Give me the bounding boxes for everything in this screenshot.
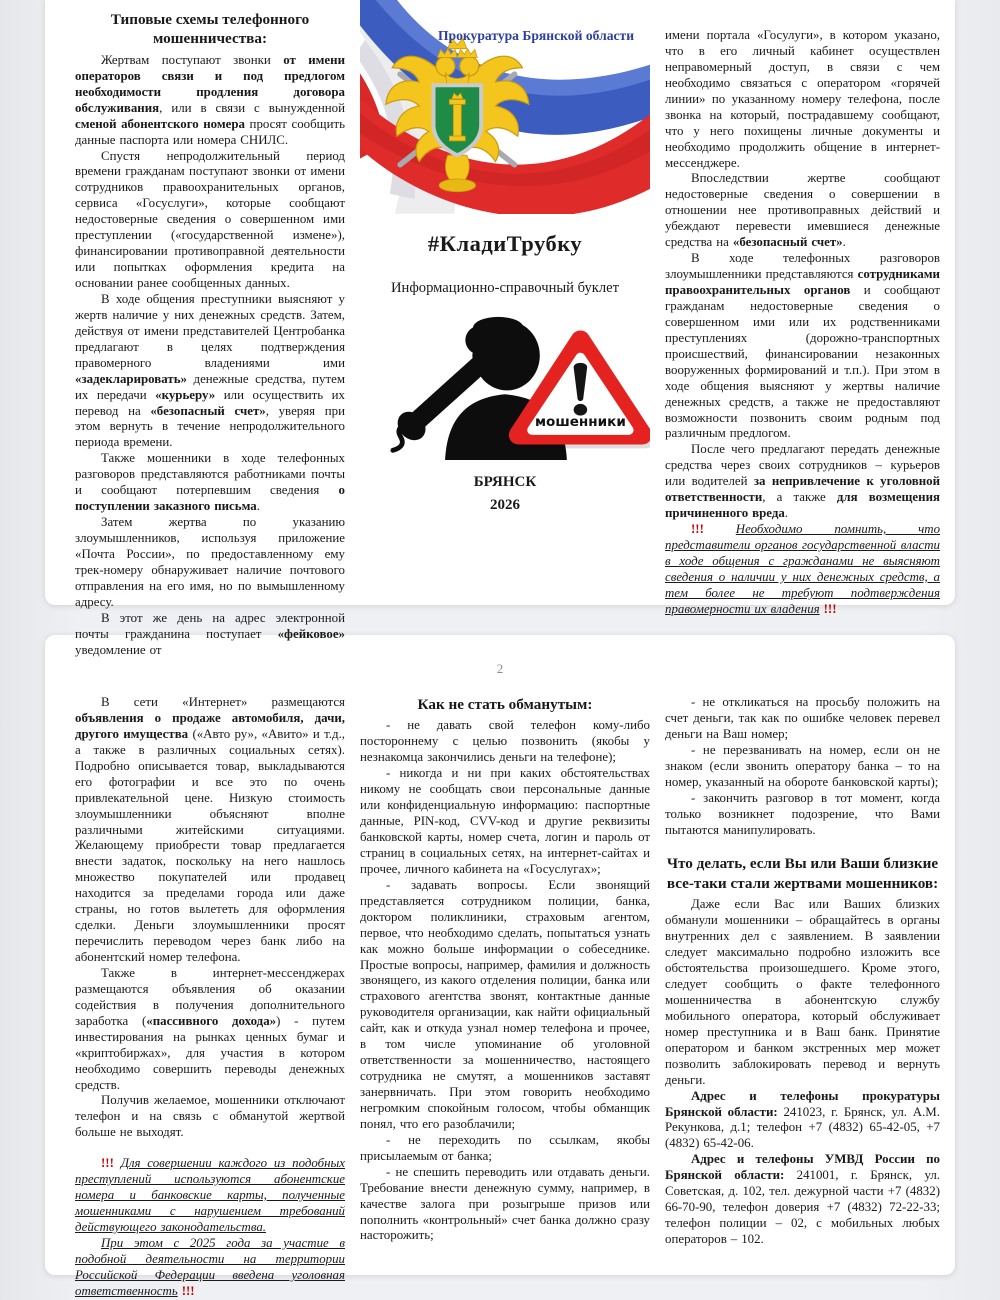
paragraph: - задавать вопросы. Если звонящий представляется сотрудником полиции, банка, доктором поликлиники, страховым агентом, первое, что необходимо сделать, попытаться узнать как можно больше информации о собеседнике. Простые вопросы, например, фамилия и должность звонящего, из какого отделения полиции, банка или страхового агентства звонят, контактные данные руководителя организации, как найти официальный сайт, как и откуда узнал номер телефона и прочее, в том числе упоминание об уголовной ответственности за мошенничество, настоящего сотрудника не смутят, а мошенников заставят занервничать. При этом говорить необходимо негромким спокойным голосом, чтобы обманщик понял, что его разоблачили; [360, 877, 650, 1131]
booklet-page-1 [45, 0, 955, 657]
paragraph: В ходе телефонных разговоров злоумышленники представляются сотрудниками правоохранительных органов и сообщают гражданам недостоверные сведения о совершенном ими или их родственниками преступлениях (дорожно-транспортных происшествий, финансировании незаконных вооруженных формирований и т.п.). При этом в ходе общения выясняют у жертвы наличие денежных средств, а также не предоставляют возможности позвонить своим родным под различным предлогом. [665, 251, 940, 441]
section-title-fraud-schemes: Типовые схемы телефонного мошенничества: [110, 11, 310, 48]
page1-right-text [665, 28, 940, 618]
paragraph: В ходе общения преступники выясняют у жертв наличие у них денежных средств. Затем, действуя от имени представителей Центробанка предлагают в целях подтверждения правомерного владениями ими «задекларировать» денежные средства, путем их передачи «курьеру» или осуществить их перевод на «безопасный счет», уверяя при этом вернуть в течение непродолжительного периода времени. [75, 291, 345, 450]
paragraph: Адрес и телефоны прокуратуры Брянской области: 241023, г. Брянск, ул. А.М. Рекункова, д.1; телефон +7 (4832) 65-42-05, +7 (4832) 65-42-06. [665, 1088, 940, 1151]
page2-column-center [360, 695, 650, 1300]
paragraph: - закончить разговор в тот момент, когда только возникнет подозрение, что Вами пытаются манипулировать. [665, 790, 940, 837]
paragraph: Получив желаемое, мошенники отключают телефон и на связь с обманутой жертвой больше не выходят. [75, 1093, 345, 1140]
organization-name: Прокуратура Брянской области [437, 28, 635, 43]
page1-column-right [665, 10, 940, 659]
fraud-warning-image [360, 315, 650, 460]
paragraph: !!! Для совершении каждого из подобных преступлений используются абонентские номера и банковские карты, полученные мошенниками с нарушением требований действующего законодательства. [75, 1156, 345, 1234]
page2-left-text [75, 695, 345, 1300]
city-label: БРЯНСК [473, 474, 537, 491]
page2-column-right [665, 695, 940, 1300]
paragraph: - не перезванивать на номер, если он не знаком (если звонить оператору банка – то на номер, указанный на обороте банковской карты); [665, 742, 940, 789]
booklet-subtitle: Информационно-справочный буклет [390, 279, 620, 296]
paragraph: Жертвам поступают звонки от имени операторов связи и под предлогом необходимости продления договора обслуживания, или в связи с вынужденной сменой абонентского номера просят сообщить данные паспорта или номера СНИЛС. [75, 52, 345, 147]
section-title-how-not-to-be-deceived: Как не стать обманутым: [417, 696, 593, 713]
page1-column-center [360, 10, 650, 659]
paragraph: Также в интернет-мессенджерах размещаются объявления об оказании содействия в получения дополнительного заработка («пассивного дохода») - путем инвестирования на рынках ценных бумаг и «криптобиржах», для участия в котором необходимо совершить переводы денежных средств. [75, 965, 345, 1092]
booklet-page-2 [45, 635, 955, 1298]
paragraph: Затем жертва по указанию злоумышленников, используя приложение «Почта России», по предоставленному ему трек-номеру обнаруживает наличие почтового отправления на его имя, но по вымышленному адресу. [75, 515, 345, 609]
paragraph: !!! Необходимо помнить, что представители органов государственной власти в ходе общения с гражданами не выясняют сведения о наличии у них денежных средств, а тем более не требуют подтверждения правомерности их владения !!! [665, 522, 941, 616]
paragraph: В этот же день на адрес электронной почты гражданина поступает «фейковое» уведомление от [75, 610, 345, 657]
paragraph: - не спешить переводить или отдавать деньги. Требование внести денежную сумму, например, в качестве залога при розыгрыше призов или пополнить «контрольный» счет банка должно сразу насторожить; [360, 1164, 650, 1243]
year-label: 2026 [490, 497, 520, 514]
page2-center-text [360, 718, 650, 1244]
paragraph: После чего предлагают передать денежные средства через своих сотрудников – курьеров или водителей за непривлечение к уголовной ответственности, а также для возмещения причиненного вреда. [665, 442, 941, 521]
page1-left-text [75, 53, 345, 659]
paragraph: Также мошенники в ходе телефонных разговоров представляются работниками почты и сообщают потерпевшим сведения о поступлении заказного письма. [75, 451, 345, 514]
paragraph: Адрес и телефоны УМВД России по Брянской области: 241001, г. Брянск, ул. Советская, д. 102, тел. дежурной части +7 (4832) 66-70-90, телефон доверия +7 (4832) 72-22-33; телефон полиции – 02, с мобильных любых операторов – 102. [665, 1152, 940, 1247]
page-number: 2 [496, 661, 504, 676]
page1-column-left [75, 10, 345, 659]
campaign-hashtag: #КладиТрубку [427, 231, 583, 256]
paragraph: При этом с 2025 года за участие в подобной деятельности на территории Российской Федерации введена уголовная ответственность !!! [75, 1235, 345, 1298]
paragraph: Впоследствии жертве сообщают недостоверные сведения о совершении в отношении нее противоправных действий и убеждают перевести имевшиеся денежные средства на «безопасный счет». [665, 171, 940, 250]
paragraph: - не давать свой телефон кому-либо постороннему с целью позвонить (якобы у незнакомца закончились деньги на телефоне); [360, 718, 650, 765]
warning-triangle-label: мошенники [534, 414, 626, 431]
paragraph: - не откликаться на просьбу положить на счет деньги, так как по ошибке человек перевел деньги на Ваш номер; [665, 695, 940, 741]
page2-right-text-bottom [665, 897, 940, 1248]
paragraph: Спустя непродолжительный период времени гражданам поступают звонки от имени сотрудников правоохранительных органов, сервиса «Госуслуги», которые сообщают недостоверные сведения о совершенном ими преступлении («государственной измене»), финансировании противоправной деятельности или попытках оформления кредита на основании ранее сообщенных данных. [75, 148, 345, 291]
paragraph: имени портала «Госулуги», в котором указано, что в его личный кабинет осуществлен неправомерный доступ, в связи с чем необходимо связаться с оператором «горячей линии» по указанному номеру телефона, после звонка на который, пострадавшему сообщают, что у него похищены личные документы и необходимо продолжить общение в интернет-мессенджере. [665, 28, 940, 170]
section-title-what-to-do: Что делать, если Вы или Ваши близкие все-таки стали жертвами мошенников: [666, 855, 939, 892]
paragraph: В сети «Интернет» размещаются объявления о продаже автомобиля, дачи, другого имущества («Авто ру», «Авито» и т.д., а также в различных социальных сетях). Подробно описывается товар, выкладываются его фотографии и все это по очень привлекательной цене. Низкую стоимость злоумышленники объясняют вполне различными житейскими ситуациями. Желающему приобрести товар предлагается внести задаток, поскольку на него нашлось множество покупателей или продавец находится за пределами города или даже страны, но готов вылететь для оформления сделки. Деньги злоумышленники просят перечислить переводом через банк либо на абонентский номер телефона. [75, 695, 346, 964]
page2-right-text-top [665, 695, 940, 838]
paragraph: Даже если Вас или Ваших близких обманули мошенники – обращайтесь в органы внутренних дел с заявлением. В заявлении следует максимально подробно изложить все обстоятельства произошедшего. Кроме этого, следует сообщить о факте телефонного мошенничества в абонентскую службу мобильного оператора, который обслуживает номер преступника и в Ваш банк. Принятие оператором и банком экстренных мер может позволить заблокировать перевод и вернуть деньги. [665, 897, 940, 1087]
paragraph: - не переходить по ссылкам, якобы присылаемым от банка; [360, 1132, 650, 1163]
paragraph: - никогда и ни при каких обстоятельствах никому не сообщать свои персональные данные или конфиденциальную информацию: паспортные данные, PIN-код, CVV-код и другие реквизиты банковской карты, номер счета, логин и пароль от страниц в социальных сетях, на интернет-сайтах и прочее, личного кабинета на «Госуслугах»; [360, 766, 650, 876]
page2-column-left [75, 695, 345, 1300]
